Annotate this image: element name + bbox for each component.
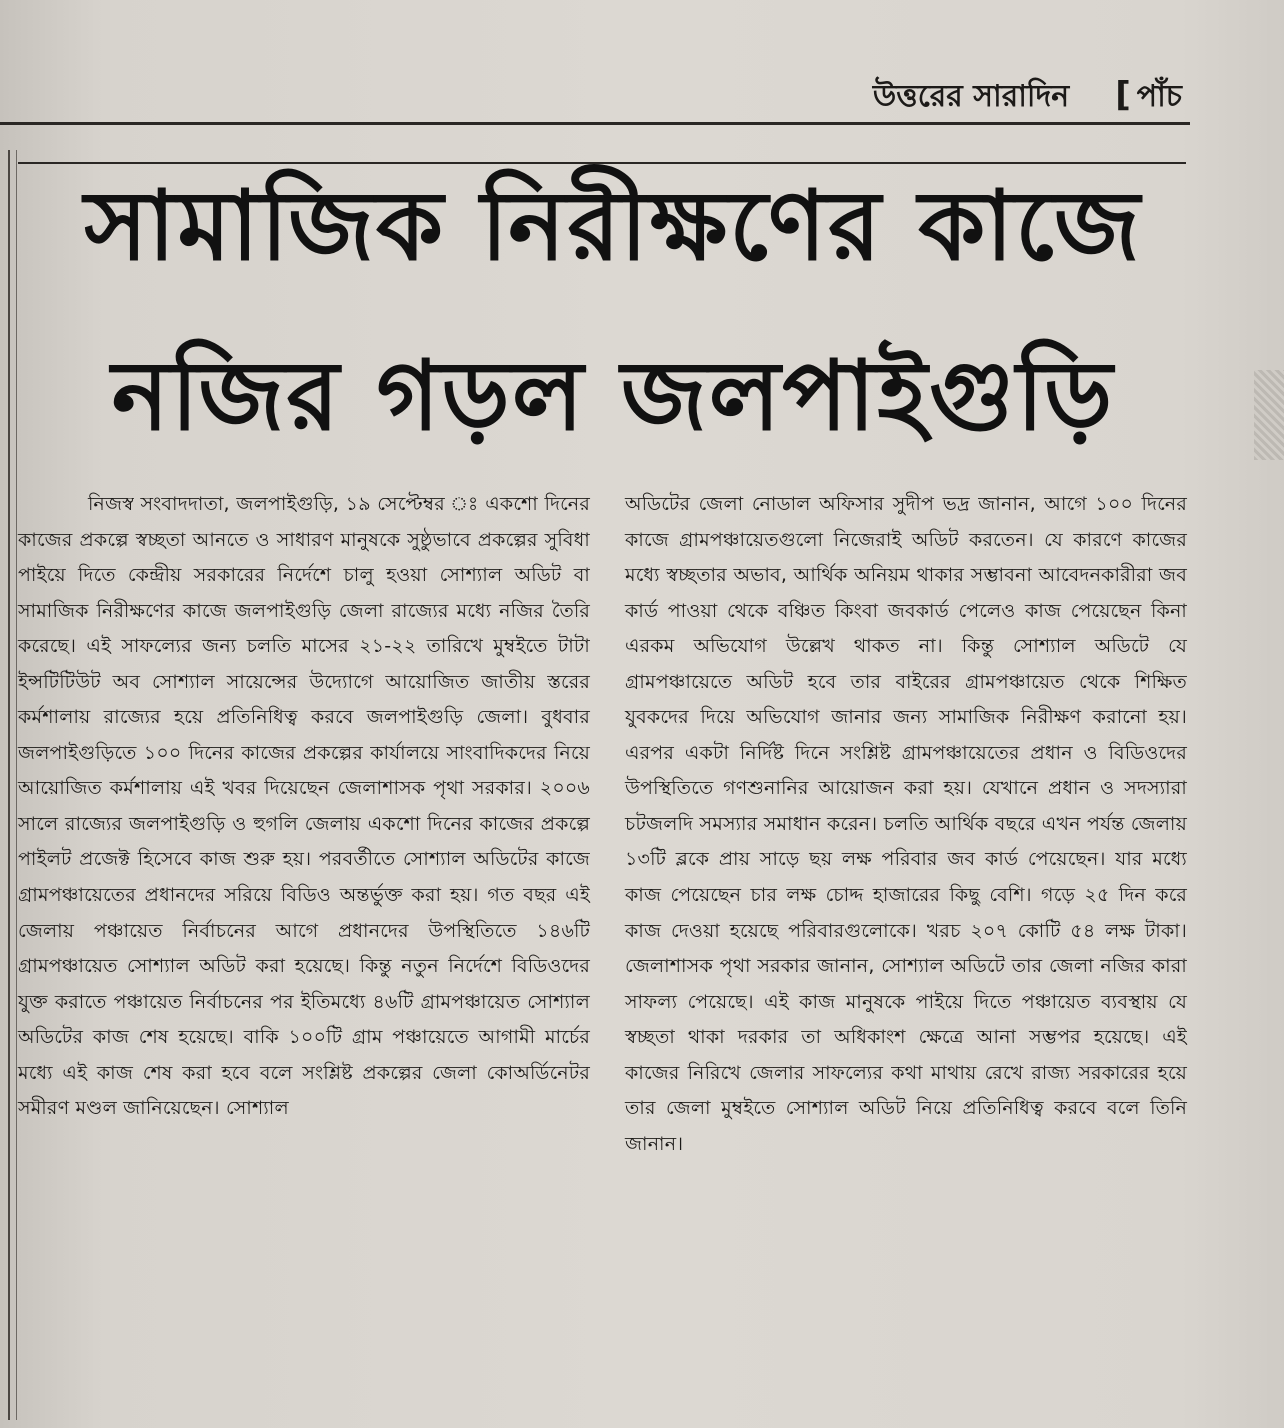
page-number-bracket: [ — [1115, 75, 1131, 115]
headline-line-2: নজির গড়ল জলপাইগুড়ি — [111, 340, 1115, 452]
header-rule — [0, 122, 1190, 125]
article-column-left — [18, 487, 590, 1127]
article-body-left: নিজস্ব সংবাদদাতা, জলপাইগুড়ি, ১৯ সেপ্টেম্বর ঃ একশো দিনের কাজের প্রকল্পে স্বচ্ছতা আনতে ও সাধারণ মানুষকে সুষ্ঠুভাবে প্রকল্পের সুবিধা পাইয়ে দিতে কেন্দ্রীয় সরকারের নির্দেশে চালু হওয়া সোশ্যাল অডিট বা সামাজিক নিরীক্ষণের কাজে জলপাইগুড়ি জেলা রাজ্যের মধ্যে নজির তৈরি করেছে। এই সাফল্যের জন্য চলতি মাসের ২১-২২ তারিখে মুম্বইতে টাটা ইন্সটিটিউট অব সোশ্যাল সায়েন্সের উদ্যোগে আয়োজিত জাতীয় স্তরের কর্মশালায় রাজ্যের হয়ে প্রতিনিধিত্ব করবে জলপাইগুড়ি জেলা। বুধবার জলপাইগুড়িতে ১০০ দিনের কাজের প্রকল্পের কার্যালয়ে সাংবাদিকদের নিয়ে আয়োজিত কর্মশালায় এই খবর দিয়েছেন জেলাশাসক পৃথা সরকার। ২০০৬ সালে রাজ্যের জলপাইগুড়ি ও হুগলি জেলায় একশো দিনের কাজের প্রকল্পে পাইলট প্রজেক্ট হিসেবে কাজ শুরু হয়। পরবর্তীতে সোশ্যাল অডিটের কাজে গ্রামপঞ্চায়েতের প্রধানদের সরিয়ে বিডিও অন্তর্ভুক্ত করা হয়। গত বছর এই জেলায় পঞ্চায়েত নির্বাচনের আগে প্রধানদের উপস্থিতিতে ১৪৬টি গ্রামপঞ্চায়েত সোশ্যাল অডিট করা হয়েছে। কিন্তু নতুন নির্দেশে বিডিওদের যুক্ত করাতে পঞ্চায়েত নির্বাচনের পর ইতিমধ্যে ৪৬টি গ্রামপঞ্চায়েত সোশ্যাল অডিটের কাজ শেষ হয়েছে। বাকি ১০০টি গ্রাম পঞ্চায়েতে আগামী মার্চের মধ্যে এই কাজ শেষ করা হবে বলে সংশ্লিষ্ট প্রকল্পের জেলা কোঅর্ডিনেটর সমীরণ মণ্ডল জানিয়েছেন। সোশ্যাল — [18, 493, 590, 1120]
page-edge-rule — [8, 150, 17, 1420]
headline-line-1: সামাজিক নিরীক্ষণের কাজে — [84, 170, 1142, 282]
article-body-right: অডিটের জেলা নোডাল অফিসার সুদীপ ভদ্র জানান, আগে ১০০ দিনের কাজে গ্রামপঞ্চায়েতগুলো নিজেরাই অডিট করতেন। যে কারণে কাজের মধ্যে স্বচ্ছতার অভাব, আর্থিক অনিয়ম থাকার সম্ভাবনা আবেদনকারীরা জব কার্ড পাওয়া থেকে বঞ্চিত কিংবা জবকার্ড পেলেও কাজ পেয়েছেন কিনা এরকম অভিযোগ উল্লেখ থাকত না। কিন্তু সোশ্যাল অডিটে যে গ্রামপঞ্চায়েতে অডিট হবে তার বাইরের গ্রামপঞ্চায়েত থেকে শিক্ষিত যুবকদের দিয়ে অভিযোগ জানার জন্য সামাজিক নিরীক্ষণ করানো হয়। এরপর একটা নির্দিষ্ট দিনে সংশ্লিষ্ট গ্রামপঞ্চায়েতের প্রধান ও বিডিওদের উপস্থিতিতে গণশুনানির আয়োজন করা হয়। যেখানে প্রধান ও সদস্যারা চটজলদি সমস্যার সমাধান করেন। চলতি আর্থিক বছরে এখন পর্যন্ত জেলায় ১৩টি ব্লকে প্রায় সাড়ে ছয় লক্ষ পরিবার জব কার্ড পেয়েছেন। যার মধ্যে কাজ পেয়েছেন চার লক্ষ চোদ্দ হাজারের কিছু বেশি। গড়ে ২৫ দিন করে কাজ দেওয়া হয়েছে পরিবারগুলোকে। খরচ ২০৭ কোটি ৫৪ লক্ষ টাকা। জেলাশাসক পৃথা সরকার জানান, সোশ্যাল অডিটে তার জেলা নজির কারা সাফল্য পেয়েছে। এই কাজ মানুষকে পাইয়ে দিতে পঞ্চায়েত ব্যবস্থায় যে স্বচ্ছতা থাকা দরকার তা অধিকাংশ ক্ষেত্রে আনা সম্ভপর হয়েছে। এই কাজের নিরিখে জেলার সাফল্যের কথা মাথায় রেখে রাজ্য সরকারের হয়ে তার জেলা মুম্বইতে সোশ্যাল অডিট নিয়ে প্রতিনিধিত্ব করবে বলে তিনি জানান। — [625, 493, 1187, 1155]
paper-fold-mark — [1254, 370, 1284, 460]
header-rule-secondary — [18, 162, 1186, 164]
article-column-right — [625, 487, 1187, 1162]
page-number-label: পাঁচ — [1136, 79, 1182, 114]
page-number — [1115, 72, 1182, 123]
page-header — [873, 72, 1182, 123]
section-title: উত্তরের সারাদিন — [872, 79, 1070, 114]
